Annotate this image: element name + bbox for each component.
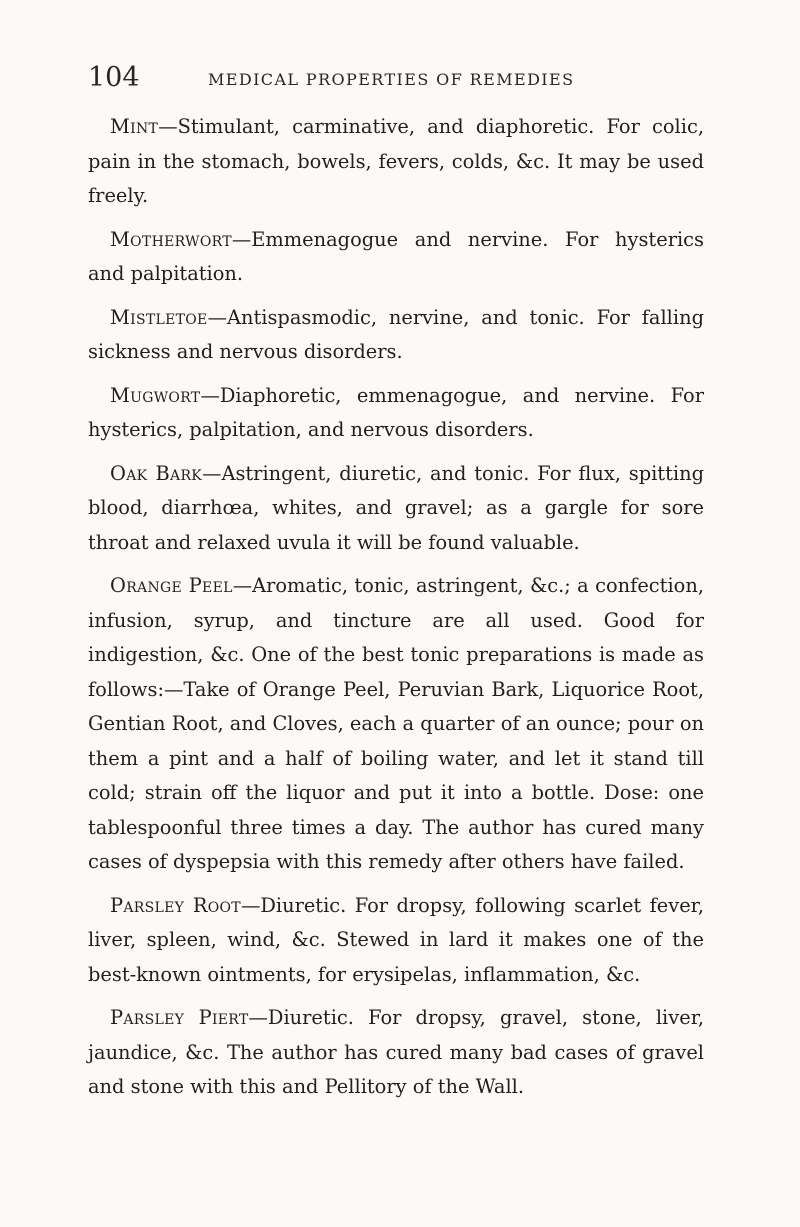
entry-term: Parsley Piert [110, 1006, 249, 1029]
entry-description: —Diuretic. For dropsy, gravel, stone, liver, jaundice, &c. The author has cured many bad cases of gravel and stone with this and Pellitory of the Wall. [88, 1006, 704, 1098]
entry-mistletoe [88, 301, 704, 370]
entry-description: —Emmenagogue and nervine. For hysterics and palpitation. [88, 227, 704, 285]
entry-parsley-root [88, 889, 704, 993]
running-title: MEDICAL PROPERTIES OF REMEDIES [208, 70, 575, 89]
entry-description: —Antispasmodic, nervine, and tonic. For falling sickness and nervous disorders. [88, 305, 704, 363]
entry-term: Orange Peel [110, 574, 233, 597]
page-number: 104 [88, 62, 140, 93]
entry-description: —Aromatic, tonic, astringent, &c.; a confection, infusion, syrup, and tincture are all used. Good for indigestion, &c. One of the best tonic preparations is made as follows:—Take of Orange Peel, Peruvian Bark, Liquorice Root, Gentian Root, and Cloves, each a quarter of an ounce; pour on them a pint and a half of boiling water, and let it stand till cold; strain off the liquor and put it into a bottle. Dose: one tablespoonful three times a day. The author has cured many cases of dyspepsia with this remedy after others have failed. [88, 574, 704, 873]
entry-term: Mistletoe [110, 305, 208, 329]
remedies-text [88, 110, 704, 1114]
running-head [88, 62, 700, 102]
entry-term: Parsley Root [110, 893, 241, 917]
entry-description: —Diaphoretic, emmenagogue, and nervine. For hysterics, palpitation, and nervous disorders. [88, 383, 704, 441]
entry-description: —Stimulant, carminative, and diaphoretic. For colic, pain in the stomach, bowels, fevers, colds, &c. It may be used freely. [88, 115, 704, 207]
entry-description: —Astringent, diuretic, and tonic. For flux, spitting blood, diarrhœa, whites, and gravel; as a gargle for sore throat and relaxed uvula it will be found valuable. [88, 461, 704, 554]
entry-oak-bark [88, 457, 704, 561]
entry-parsley-piert [88, 1001, 704, 1105]
entry-term: Oak Bark [110, 461, 203, 485]
entry-term: Motherwort [110, 227, 232, 251]
entry-mugwort [88, 379, 704, 448]
entry-mint [88, 110, 704, 214]
entry-description: —Diuretic. For dropsy, following scarlet fever, liver, spleen, wind, &c. Stewed in lard it makes one of the best-known ointments, for erysipelas, inflammation, &c. [88, 893, 704, 986]
entry-motherwort [88, 223, 704, 292]
entry-orange-peel [88, 569, 704, 880]
entry-term: Mint [110, 115, 159, 138]
entry-term: Mugwort [110, 383, 201, 407]
